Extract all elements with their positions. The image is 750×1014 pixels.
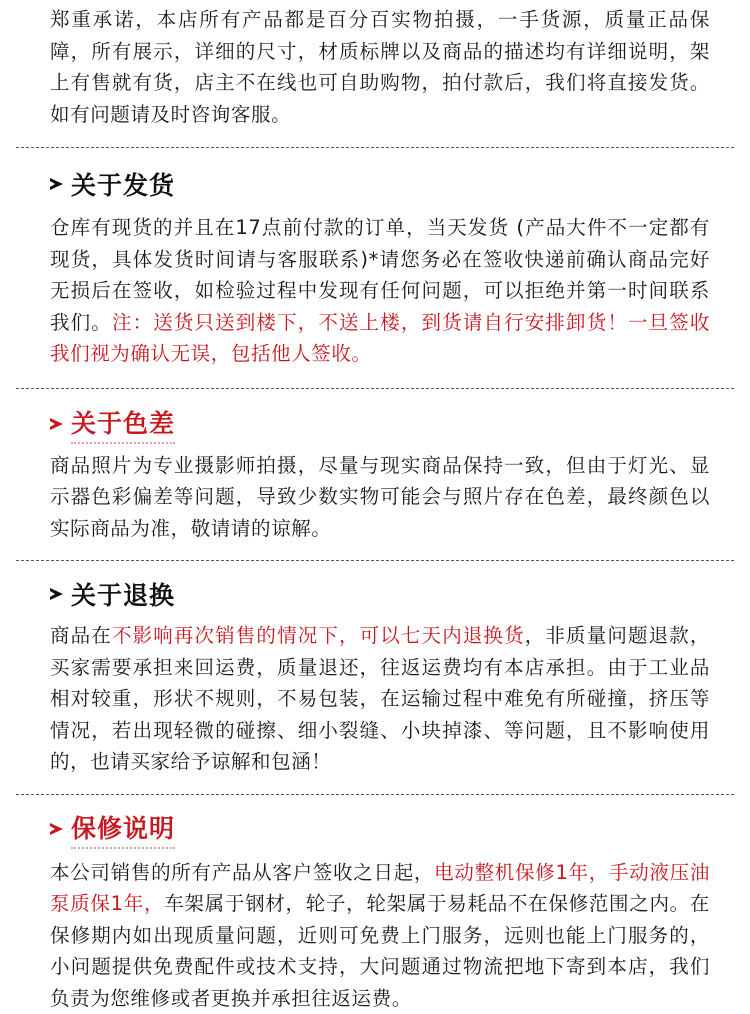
shipping-section [0,166,750,370]
color-diff-text: 商品照片为专业摄影师拍摄，尽量与现实商品保持一致，但由于灯光、显示器色彩偏差等问题，导致少数实物可能会与照片存在色差，最终颜色以实际商品为准，敬请请的谅解。 [50,454,710,540]
returns-text-before: 商品在 [50,624,112,647]
shipping-notice: 注：送货只送到楼下，不送上楼，到货请自行安排卸货！一旦签收我们视为确认无误，包括他人签收。 [50,311,710,366]
triangle-arrow-icon [50,823,63,835]
warranty-highlight: 电动整机保修1年，手动液压油泵质保1年， [50,861,710,916]
warranty-heading-text: 保修说明 [71,814,175,843]
returns-text-after: ，非质量问题退款，买家需要承担来回运费，质量退还，往返运费均有本店承担。由于工业品相对较重，形状不规则，不易包装，在运输过程中难免有所碰撞，挤压等情况，若出现轻微的碰擦、细小裂缝、小块掉漆、等问题，且不影响使用的，也请买家给予谅解和包涵！ [50,624,710,773]
returns-section [0,576,750,778]
color-diff-section [0,406,750,545]
warranty-text-after: 车架属于钢材，轮子，轮架属于易耗品不在保修范围之内。在保修期内如出现质量问题，近则可免费上门服务，远则也能上门服务的，小问题提供免费配件或技术支持，大问题通过物流 [50,892,710,978]
warranty-section [0,811,750,1014]
intro-text: 郑重承诺，本店所有产品都是百分百实物拍摄，一手货源，质量正品保障，所有展示，详细的尺寸，材质标牌以及商品的描述均有详细说明，架上有售就有货，店主不在线也可自助购物，拍付款后，我们将直接发货。如有问题请及时咨询客服。 [50,8,710,126]
shipping-paragraph [50,212,710,370]
section-divider [16,388,734,389]
returns-heading [50,576,710,612]
returns-heading-text: 关于退换 [71,581,175,610]
returns-paragraph [50,620,710,778]
intro-section [0,4,750,130]
returns-highlight: 不影响再次销售的情况下，可以七天内退换货 [112,624,525,647]
warranty-text-before: 本公司销售的所有产品从客户签收之日起， [50,861,434,884]
warranty-text-cut: 把地下寄到本店，我们负责为您维修或者更换并承担往返运费。 [50,955,710,1010]
intro-paragraph [50,4,710,130]
color-diff-heading [50,406,710,442]
shipping-heading [50,166,710,202]
section-divider [16,147,734,148]
triangle-arrow-icon [50,588,63,600]
triangle-arrow-icon [50,418,63,430]
section-divider [16,560,734,561]
triangle-arrow-icon [50,178,63,190]
warranty-paragraph [50,857,710,1014]
shipping-text: 仓库有现货的并且在17点前付款的订单，当天发货 (产品大件不一定都有现货，具体发货时间请与客服联系)*请您务必在签收快递前确认商品完好无损后在签收，如检验过程中发现有任何问题，可以拒绝并第一时间联系我们。 [50,216,710,334]
color-diff-heading-text: 关于色差 [71,409,175,438]
color-diff-paragraph [50,450,710,545]
section-divider [16,794,734,795]
warranty-heading [50,811,710,847]
shipping-heading-text: 关于发货 [71,171,175,200]
